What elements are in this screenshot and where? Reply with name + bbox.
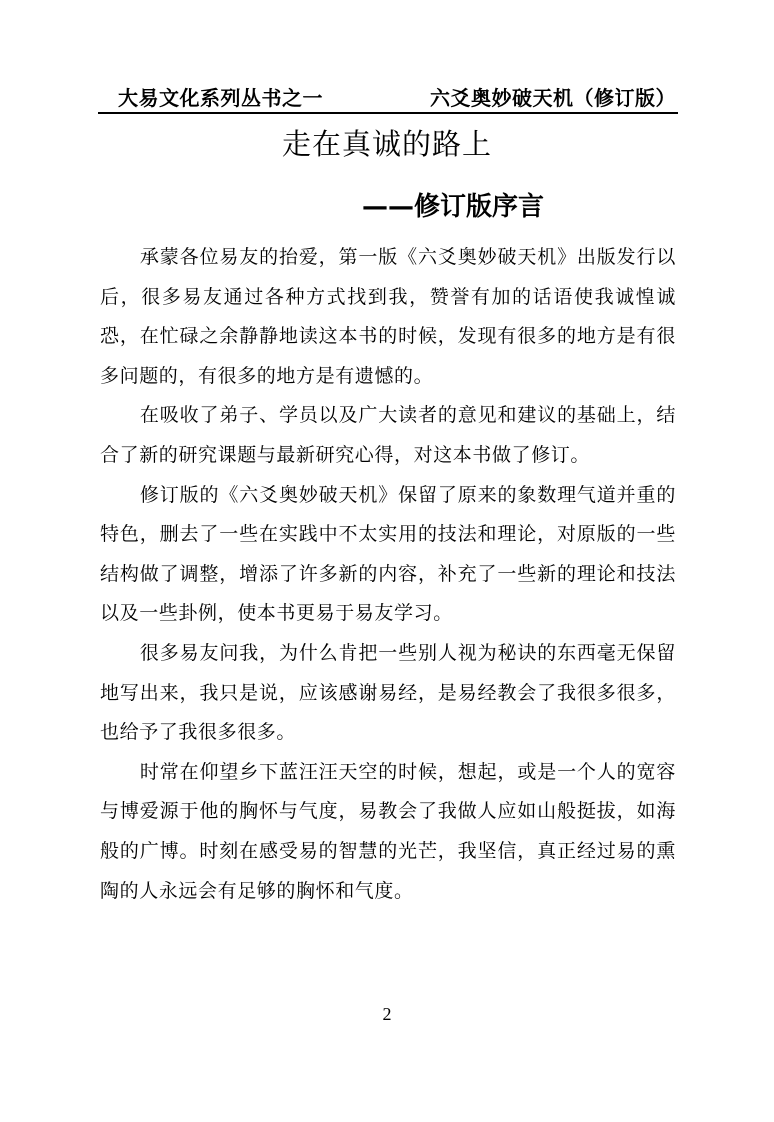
series-title: 大易文化系列丛书之一 [118, 86, 323, 110]
paragraph: 时常在仰望乡下蓝汪汪天空的时候，想起，或是一个人的宽容与博爱源于他的胸怀与气度，易教会了我做人应如山般挺拔，如海般的广博。时刻在感受易的智慧的光芒，我坚信，真正经过易的熏陶的人永远会有足够的胸怀和气度。 [100, 760, 676, 902]
paragraph: 在吸收了弟子、学员以及广大读者的意见和建议的基础上，结合了新的研究课题与最新研究心得，对这本书做了修订。 [100, 404, 676, 466]
paragraph: 修订版的《六爻奥妙破天机》保留了原来的象数理气道并重的特色，删去了一些在实践中不太实用的技法和理论，对原版的一些结构做了调整，增添了许多新的内容，补充了一些新的理论和技法以及一些卦例，使本书更易于易友学习。 [100, 483, 676, 625]
chapter-title: 走在真诚的路上 [281, 127, 492, 161]
paragraph: 很多易友问我，为什么肯把一些别人视为秘诀的东西毫无保留地写出来，我只是说，应该感谢易经，是易经教会了我很多很多，也给予了我很多很多。 [100, 641, 676, 744]
page-number: 2 [382, 1004, 392, 1024]
chapter-subtitle: ——修订版序言 [362, 192, 545, 222]
body-text [100, 238, 676, 911]
running-header [98, 80, 678, 114]
book-title: 六爻奥妙破天机（修订版） [430, 86, 676, 110]
paragraph: 承蒙各位易友的抬爱，第一版《六爻奥妙破天机》出版发行以后，很多易友通过各种方式找到我，赞誉有加的话语使我诚惶诚恐，在忙碌之余静静地读这本书的时候，发现有很多的地方是有很多问题的，有很多的地方是有遗憾的。 [100, 246, 676, 387]
